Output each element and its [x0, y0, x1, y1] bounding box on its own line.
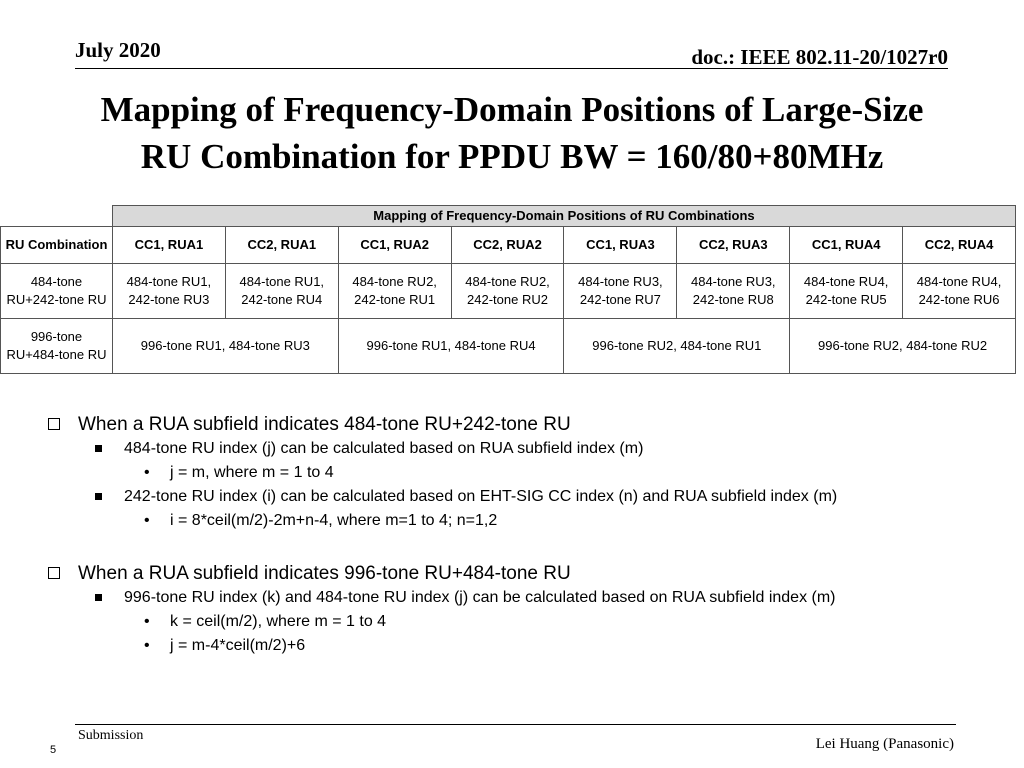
dot-bullet-icon: •	[144, 512, 150, 529]
bullet-text: When a RUA subfield indicates 484-tone RU+242-tone RU	[78, 414, 571, 435]
sub-bullet-text: 242-tone RU index (i) can be calculated based on EHT-SIG CC index (n) and RUA subfield index (m)	[124, 488, 838, 505]
sub-sub-bullet-item	[48, 610, 988, 634]
footer-author: Lei Huang (Panasonic)	[815, 736, 954, 752]
table-cell: 484-tone RU1, 242-tone RU4	[225, 264, 338, 319]
table-row	[1, 319, 1016, 374]
column-header: CC2, RUA2	[451, 227, 564, 264]
footer-submission: Submission	[78, 728, 144, 743]
table-header-row	[1, 227, 1016, 264]
table-cell: 484-tone RU2, 242-tone RU2	[451, 264, 564, 319]
bullet-item	[48, 412, 988, 437]
formula-text: j = m-4*ceil(m/2)+6	[170, 637, 306, 654]
table-caption-row	[1, 206, 1016, 227]
column-header: CC2, RUA1	[225, 227, 338, 264]
dot-bullet-icon: •	[144, 464, 150, 481]
row-label: 484-tone RU+242-tone RU	[1, 264, 113, 319]
table-cell: 996-tone RU2, 484-tone RU1	[564, 319, 790, 374]
dot-bullet-icon: •	[144, 637, 150, 654]
header-divider	[75, 68, 948, 69]
sub-sub-bullet-item	[48, 634, 988, 658]
formula-text: k = ceil(m/2), where m = 1 to 4	[170, 613, 387, 630]
table-cell: 484-tone RU1, 242-tone RU3	[112, 264, 225, 319]
table-cell: 484-tone RU3, 242-tone RU7	[564, 264, 677, 319]
sub-bullet-item	[48, 586, 988, 610]
sub-sub-bullet-item	[48, 461, 988, 485]
footer-divider	[75, 724, 956, 725]
slide-title-line2: RU Combination for PPDU BW = 160/80+80MHz	[140, 137, 884, 176]
row-label: 996-tone RU+484-tone RU	[1, 319, 113, 374]
table-cell: 484-tone RU2, 242-tone RU1	[338, 264, 451, 319]
table-cell: 996-tone RU1, 484-tone RU4	[338, 319, 564, 374]
formula-text: i = 8*ceil(m/2)-2m+n-4, where m=1 to 4; n=1,2	[170, 512, 498, 529]
bullet-item	[48, 561, 988, 586]
column-header: CC1, RUA2	[338, 227, 451, 264]
bullet-text: When a RUA subfield indicates 996-tone RU+484-tone RU	[78, 563, 571, 584]
table-cell: 996-tone RU1, 484-tone RU3	[112, 319, 338, 374]
bullet-list	[48, 412, 988, 658]
dot-bullet-icon: •	[144, 613, 150, 630]
sub-bullet-item	[48, 437, 988, 461]
table-cell: 996-tone RU2, 484-tone RU2	[790, 319, 1016, 374]
header-date: July 2020	[75, 38, 161, 62]
square-bullet-icon	[95, 594, 102, 601]
slide-title	[0, 86, 1024, 180]
column-header: CC1, RUA4	[790, 227, 903, 264]
header-doc-id: doc.: IEEE 802.11-20/1027r0	[691, 45, 948, 69]
square-bullet-icon	[95, 493, 102, 500]
spacer	[48, 533, 988, 561]
sub-bullet-text: 484-tone RU index (j) can be calculated based on RUA subfield index (m)	[124, 440, 644, 457]
formula-text: j = m, where m = 1 to 4	[170, 464, 334, 481]
checkbox-bullet-icon	[48, 567, 60, 579]
table-cell: 484-tone RU3, 242-tone RU8	[677, 264, 790, 319]
column-header: CC2, RUA4	[903, 227, 1016, 264]
column-header: CC1, RUA1	[112, 227, 225, 264]
table-corner	[1, 206, 113, 227]
page-number: 5	[50, 744, 57, 756]
table-row	[1, 264, 1016, 319]
table-cell: 484-tone RU4, 242-tone RU6	[903, 264, 1016, 319]
column-header: CC1, RUA3	[564, 227, 677, 264]
square-bullet-icon	[95, 445, 102, 452]
table-cell: 484-tone RU4, 242-tone RU5	[790, 264, 903, 319]
checkbox-bullet-icon	[48, 418, 60, 430]
sub-bullet-item	[48, 485, 988, 509]
ru-mapping-table	[0, 205, 1016, 374]
column-header: CC2, RUA3	[677, 227, 790, 264]
slide-title-line1: Mapping of Frequency-Domain Positions of Large-Size	[100, 90, 924, 129]
sub-bullet-text: 996-tone RU index (k) and 484-tone RU index (j) can be calculated based on RUA subfield index (m)	[124, 589, 836, 606]
table-caption: Mapping of Frequency-Domain Positions of RU Combinations	[112, 206, 1015, 227]
sub-sub-bullet-item	[48, 509, 988, 533]
row-header-label: RU Combination	[1, 227, 113, 264]
